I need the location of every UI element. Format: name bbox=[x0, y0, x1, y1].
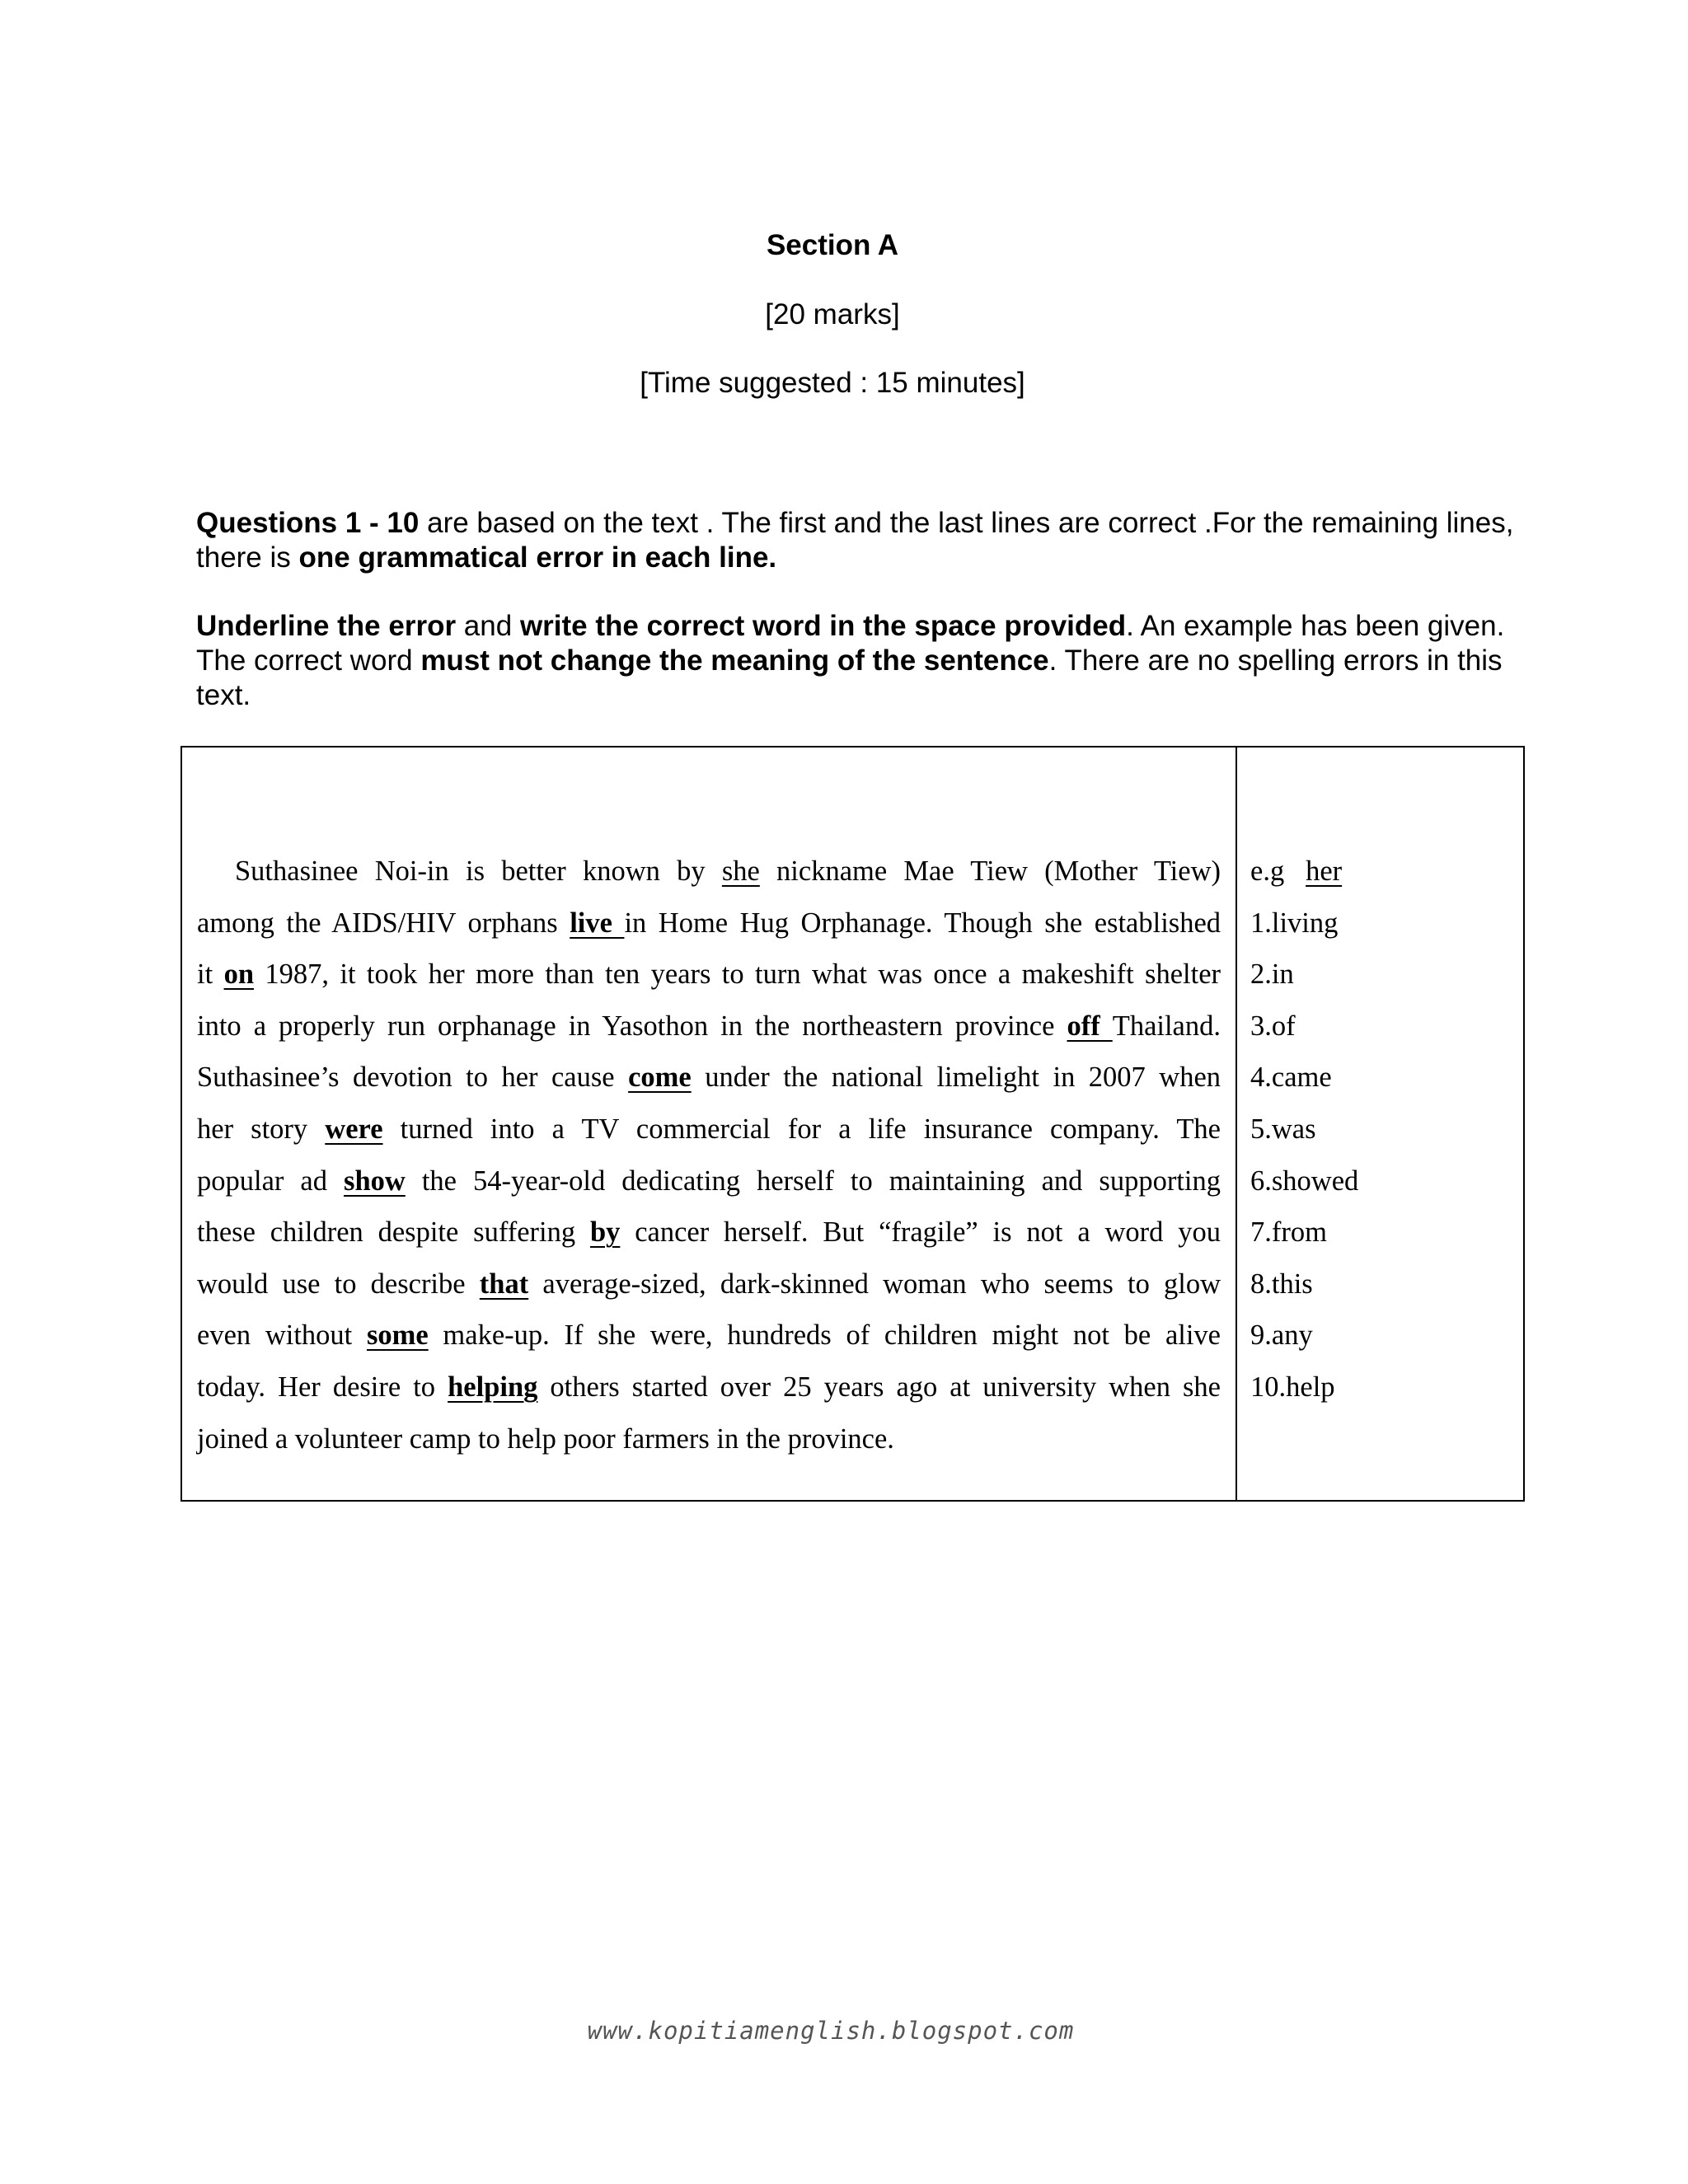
passage-text-run: Thailand. bbox=[1112, 1010, 1221, 1042]
example-prefix: e.g bbox=[1250, 855, 1285, 887]
passage-text-run: among the AIDS/HIV orphans bbox=[197, 907, 570, 939]
example-answer: her bbox=[1306, 855, 1343, 887]
answer-item: 1.living bbox=[1250, 907, 1339, 939]
passage-text-run: under the national limelight in 2007 when bbox=[691, 1062, 1221, 1094]
answer-item: 6.showed bbox=[1250, 1165, 1359, 1197]
passage-line bbox=[197, 1310, 1221, 1361]
instructions-paragraph-1 bbox=[196, 506, 1515, 575]
instruction-text: are based on the text . The first and the last lines are correct .For the remaining lines, there is bbox=[196, 507, 1514, 574]
answer-item: 2.in bbox=[1250, 958, 1294, 991]
passage-text-run: average-sized, dark-skinned woman who seems to glow bbox=[528, 1268, 1221, 1300]
passage-line bbox=[197, 846, 1221, 898]
passage-text-run: turned into a TV commercial for a life insurance company. The bbox=[382, 1113, 1221, 1145]
passage-text-run: make-up. If she were, hundreds of children might not be alive bbox=[428, 1319, 1221, 1352]
underlined-error-word: by bbox=[589, 1216, 621, 1249]
answer-item: 10.help bbox=[1250, 1371, 1335, 1403]
passage-line bbox=[197, 1104, 1221, 1155]
section-title: Section A bbox=[766, 229, 899, 261]
answers-column bbox=[1250, 846, 1514, 1413]
passage-text-run: it bbox=[197, 958, 224, 991]
passage-text-run: joined a volunteer camp to help poor farmers in the province. bbox=[197, 1422, 894, 1455]
passage-text-run: these children despite suffering bbox=[197, 1216, 590, 1249]
column-divider bbox=[1236, 748, 1237, 1500]
answer-item: 4.came bbox=[1250, 1062, 1332, 1094]
underlined-error-word: show bbox=[344, 1165, 406, 1197]
answer-item: 7.from bbox=[1250, 1216, 1327, 1249]
underlined-error-word: some bbox=[366, 1319, 429, 1352]
passage-line bbox=[197, 949, 1221, 1001]
instructions-paragraph-2 bbox=[196, 609, 1515, 713]
underlined-error-word: on bbox=[223, 958, 254, 991]
answer-example bbox=[1250, 846, 1514, 898]
instruction-emphasis: write the correct word in the space provided bbox=[519, 610, 1127, 642]
marks-label: [20 marks] bbox=[765, 298, 900, 330]
instruction-text: and bbox=[456, 610, 520, 642]
instruction-text: . An example has been given. The correct word bbox=[196, 610, 1505, 677]
passage-text-run: others started over 25 years ago at university when she bbox=[537, 1371, 1221, 1403]
passage-line bbox=[197, 1001, 1221, 1052]
passage-line bbox=[197, 898, 1221, 949]
time-suggested-label: [Time suggested : 15 minutes] bbox=[640, 367, 1025, 399]
underlined-error-word: helping bbox=[448, 1371, 538, 1403]
passage-line bbox=[197, 1207, 1221, 1258]
answer-item: 3.of bbox=[1250, 1010, 1296, 1042]
passage-line bbox=[197, 1413, 1221, 1465]
footer-url: www.kopitiamenglish.blogspot.com bbox=[587, 2017, 1075, 2045]
instruction-emphasis: Underline the error bbox=[196, 610, 457, 642]
error-correction-table bbox=[181, 746, 1525, 1502]
passage-text-run: into a properly run orphanage in Yasothon in the northeastern province bbox=[197, 1010, 1067, 1042]
passage-text-run: cancer herself. But “fragile” is not a word you bbox=[620, 1216, 1221, 1249]
passage-line bbox=[197, 1258, 1221, 1310]
underlined-error-word: off bbox=[1067, 1010, 1113, 1042]
passage-text-run: today. Her desire to bbox=[197, 1371, 448, 1403]
passage-text-run: the 54-year-old dedicating herself to maintaining and supporting bbox=[405, 1165, 1221, 1197]
passage-text-run: Suthasinee Noi-in is better known by bbox=[235, 855, 722, 887]
answer-item: 9.any bbox=[1250, 1319, 1313, 1352]
instruction-emphasis: must not change the meaning of the sentence bbox=[420, 644, 1049, 677]
passage-line bbox=[197, 1155, 1221, 1207]
passage-text-run: would use to describe bbox=[197, 1268, 480, 1300]
passage-text-run: Suthasinee’s devotion to her cause bbox=[197, 1062, 629, 1094]
instruction-text: . There are no spelling errors in this text. bbox=[196, 644, 1503, 711]
passage-text-run: nickname Mae Tiew (Mother Tiew) bbox=[759, 855, 1221, 887]
passage-line bbox=[197, 1361, 1221, 1413]
passage-text-run: even without bbox=[197, 1319, 367, 1352]
instruction-emphasis: Questions 1 - 10 bbox=[196, 507, 420, 539]
passage-text-run: 1987, it took her more than ten years to turn what was once a makeshift shelter bbox=[254, 958, 1221, 991]
passage-text-run: in Home Hug Orphanage. Though she established bbox=[624, 907, 1221, 939]
passage-text-run: her story bbox=[197, 1113, 326, 1145]
passage-line bbox=[197, 1052, 1221, 1104]
example-error-word: she bbox=[721, 855, 760, 887]
passage-text-run: popular ad bbox=[197, 1165, 345, 1197]
instruction-emphasis: one grammatical error in each line. bbox=[298, 541, 777, 574]
underlined-error-word: were bbox=[325, 1113, 383, 1145]
answer-item: 8.this bbox=[1250, 1268, 1313, 1300]
underlined-error-word: live bbox=[570, 907, 625, 939]
underlined-error-word: come bbox=[628, 1062, 692, 1094]
passage-text bbox=[197, 846, 1221, 1465]
answer-item: 5.was bbox=[1250, 1113, 1316, 1145]
underlined-error-word: that bbox=[479, 1268, 529, 1300]
